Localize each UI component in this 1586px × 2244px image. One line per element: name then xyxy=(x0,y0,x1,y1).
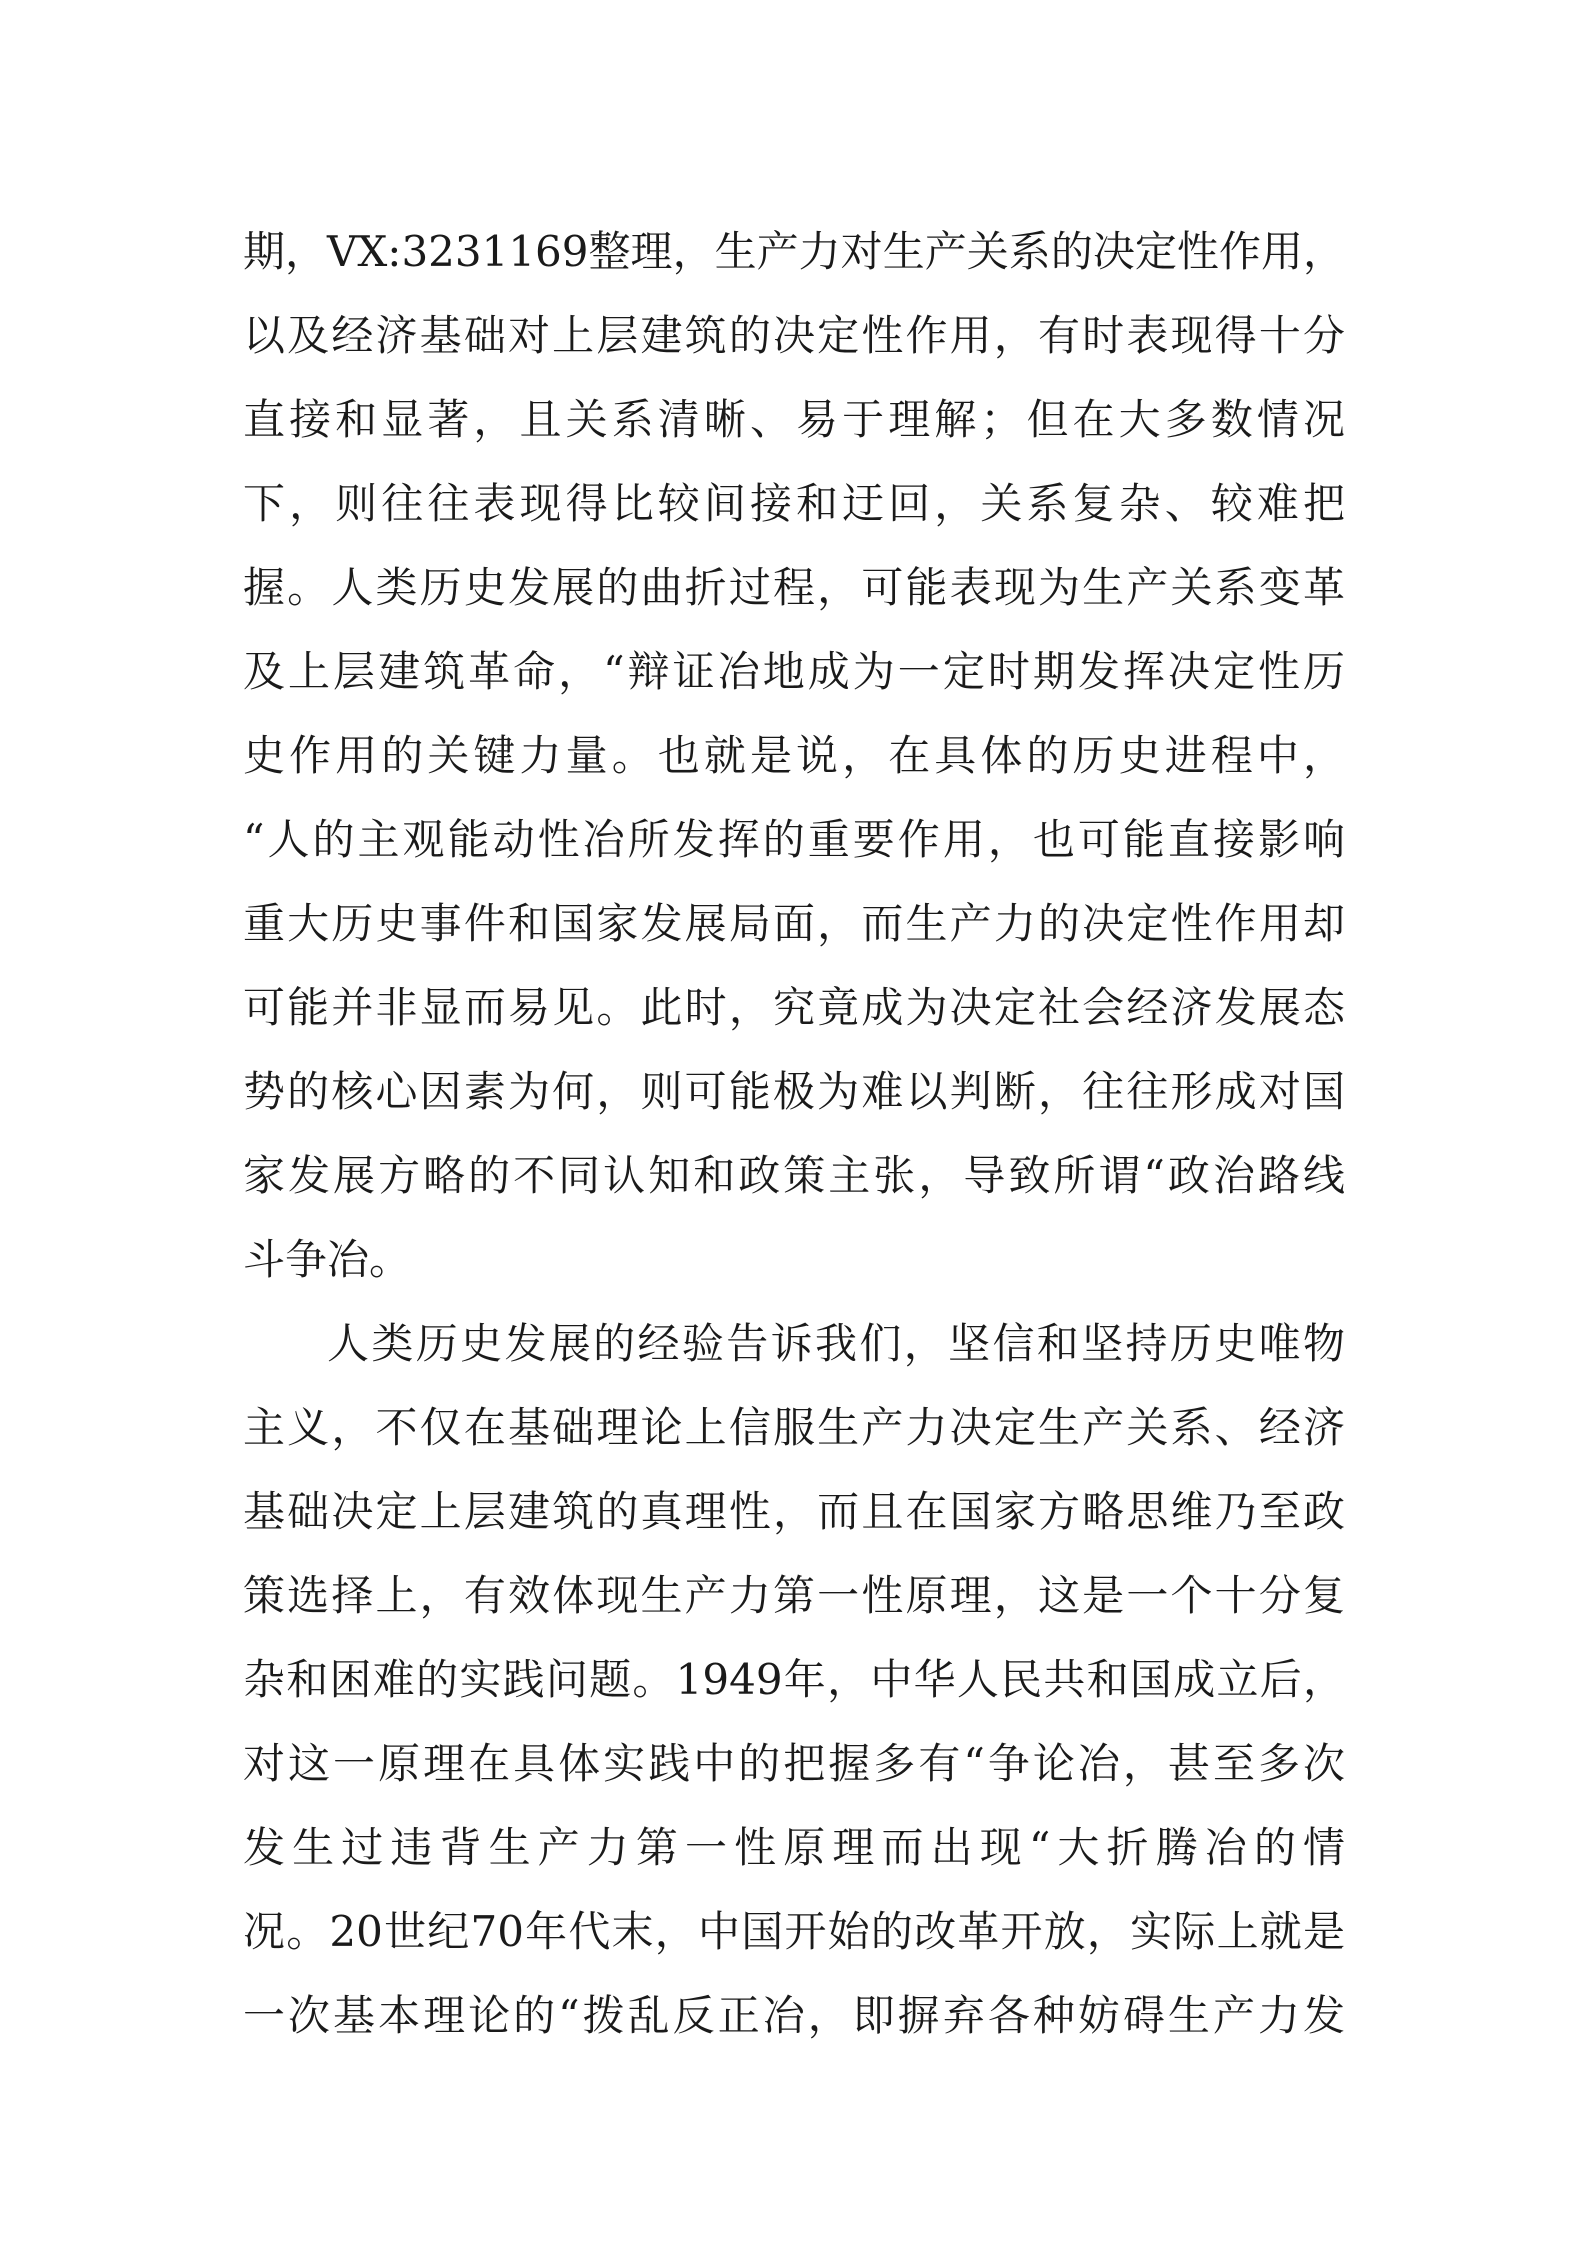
paragraph-2 xyxy=(243,1302,1345,2058)
text-line: 策选择上，有效体现生产力第一性原理，这是一个十分复 xyxy=(243,1571,1345,1620)
text-line: 主义，不仅在基础理论上信服生产力决定生产关系、经济 xyxy=(243,1403,1345,1452)
text-line: 以及经济基础对上层建筑的决定性作用，有时表现得十分 xyxy=(243,311,1345,360)
document-body xyxy=(243,210,1345,2058)
text-line: 人类历史发展的经验告诉我们，坚信和坚持历史唯物 xyxy=(327,1319,1345,1368)
text-line: 重大历史事件和国家发展局面，而生产力的决定性作用却 xyxy=(243,899,1345,948)
text-line: 一次基本理论的“拨乱反正冶，即摒弃各种妨碍生产力发 xyxy=(243,1991,1345,2040)
text-line: 史作用的关键力量。也就是说，在具体的历史进程中， xyxy=(243,731,1345,780)
text-line: 对这一原理在具体实践中的把握多有“争论冶，甚至多次 xyxy=(243,1739,1345,1788)
text-line: 斗争冶。 xyxy=(243,1235,412,1284)
text-line: 期，VX:3231169整理，生产力对生产关系的决定性作用， xyxy=(243,227,1345,276)
text-line: 基础决定上层建筑的真理性，而且在国家方略思维乃至政 xyxy=(243,1487,1345,1536)
text-line: 势的核心因素为何，则可能极为难以判断，往往形成对国 xyxy=(243,1067,1345,1116)
text-line: 下，则往往表现得比较间接和迂回，关系复杂、较难把 xyxy=(243,479,1345,528)
text-line: 可能并非显而易见。此时，究竟成为决定社会经济发展态 xyxy=(243,983,1345,1032)
text-line: 握。人类历史发展的曲折过程，可能表现为生产关系变革 xyxy=(243,563,1345,612)
text-line: 直接和显著，且关系清晰、易于理解；但在大多数情况 xyxy=(243,395,1345,444)
text-line: 杂和困难的实践问题。1949年，中华人民共和国成立后， xyxy=(243,1655,1345,1704)
text-line: 及上层建筑革命，“辩证冶地成为一定时期发挥决定性历 xyxy=(243,647,1345,696)
text-line: “人的主观能动性冶所发挥的重要作用，也可能直接影响 xyxy=(243,815,1345,864)
text-line: 家发展方略的不同认知和政策主张，导致所谓“政治路线 xyxy=(243,1151,1345,1200)
text-line: 发生过违背生产力第一性原理而出现“大折腾冶的情 xyxy=(243,1823,1345,1872)
text-line: 况。20世纪70年代末，中国开始的改革开放，实际上就是 xyxy=(243,1907,1345,1956)
paragraph-1 xyxy=(243,210,1345,1302)
